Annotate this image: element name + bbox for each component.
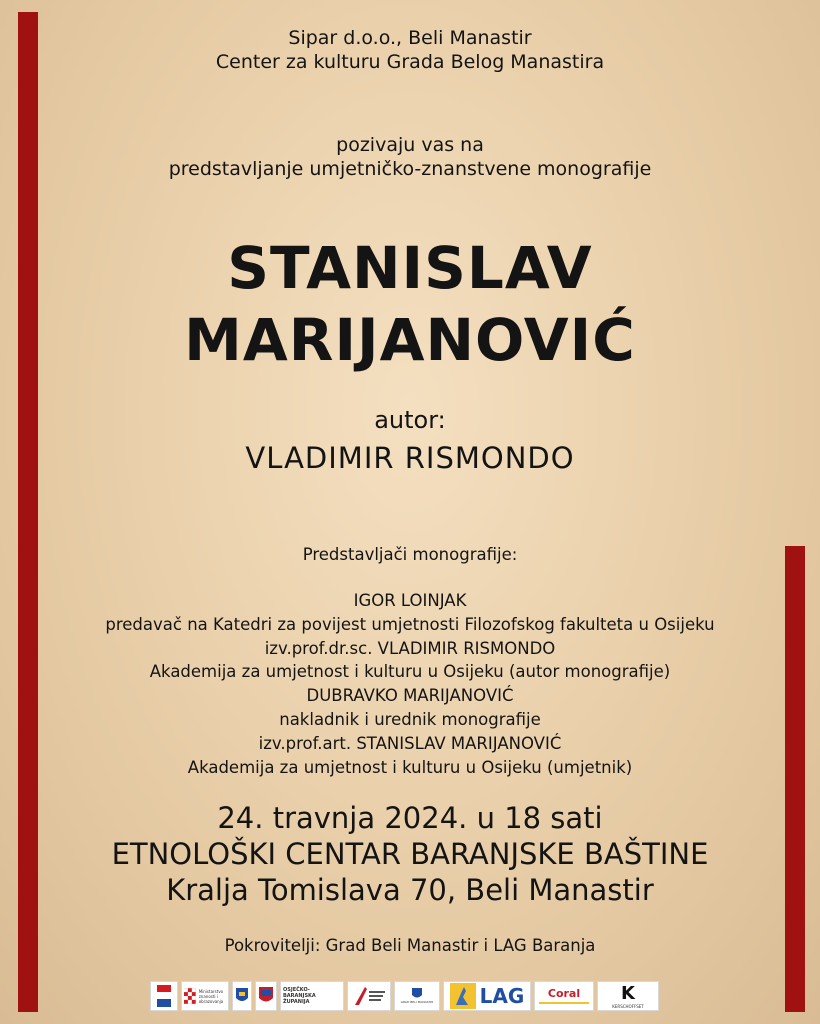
presenter-line: DUBRAVKO MARIJANOVIĆ xyxy=(306,686,514,706)
presenter-line: nakladnik i urednik monografije xyxy=(279,709,541,729)
logo-underline-icon xyxy=(539,1000,589,1006)
coat-of-arms-logo xyxy=(150,981,178,1011)
arrow-mark-icon xyxy=(351,985,387,1007)
presenter-line: izv.prof.art. STANISLAV MARIJANOVIĆ xyxy=(258,733,562,753)
shield-icon xyxy=(236,988,248,1004)
invitation xyxy=(0,133,820,181)
invitation-line: predstavljanje umjetničko-znanstvene monografije xyxy=(168,158,652,180)
lag-logo-text: LAG xyxy=(479,984,525,1008)
presenter-line: Akademija za umjetnost i kulturu u Osijeku (autor monografije) xyxy=(149,662,671,682)
artist-first-name: STANISLAV xyxy=(227,234,593,302)
event-venue: ETNOLOŠKI CENTAR BARANJSKE BAŠTINE xyxy=(111,837,709,871)
flag-stripes-icon xyxy=(157,985,171,1007)
organizer-line: Sipar d.o.o., Beli Manastir xyxy=(288,27,532,49)
coral-logo xyxy=(534,981,594,1011)
presenters-list xyxy=(0,589,820,779)
k-mark-icon: K xyxy=(621,983,635,1004)
organizer-line: Center za kulturu Grada Belog Manastira xyxy=(215,51,605,73)
logo-strip xyxy=(150,980,659,1012)
ministry-logo-text: Ministarstvo znanosti i obrazovanja xyxy=(198,988,224,1004)
city-crest-icon xyxy=(412,988,422,1000)
lag-logo xyxy=(443,981,531,1011)
invitation-line: pozivaju vas na xyxy=(336,134,484,156)
county-crest xyxy=(255,981,277,1011)
author-name: VLADIMIR RISMONDO xyxy=(245,441,575,475)
event-address: Kralja Tomislava 70, Beli Manastir xyxy=(166,873,654,907)
croatian-shield-icon xyxy=(184,988,196,1004)
county-shield-icon xyxy=(259,987,273,1005)
author-label: autor: xyxy=(374,406,446,434)
city-logo-text: GRAD BELI MANASTIR xyxy=(400,1000,434,1004)
sponsors: Pokrovitelji: Grad Beli Manastir i LAG Baranja xyxy=(224,936,596,955)
presenters-title: Predstavljači monografije: xyxy=(302,545,518,564)
event-details xyxy=(0,800,820,908)
event-date: 24. travnja 2024. u 18 sati xyxy=(217,801,603,835)
city-logo xyxy=(394,981,440,1011)
heron-icon xyxy=(450,983,476,1009)
presenter-line: izv.prof.dr.sc. VLADIMIR RISMONDO xyxy=(264,638,556,658)
presenter-line: predavač na Katedri za povijest umjetnosti Filozofskog fakulteta u Osijeku xyxy=(105,614,715,634)
partner-logo xyxy=(347,981,391,1011)
presenter-line: Akademija za umjetnost i kulturu u Osijeku (umjetnik) xyxy=(187,757,633,777)
organizers xyxy=(0,26,820,74)
presenter-line: IGOR LOINJAK xyxy=(353,591,467,610)
ministry-logo xyxy=(181,981,229,1011)
artist-last-name: MARIJANOVIĆ xyxy=(184,306,636,374)
kerschoffset-logo-text: KERSCHOFFSET xyxy=(612,1004,644,1009)
artist-name xyxy=(0,232,820,376)
kerschoffset-logo xyxy=(597,981,659,1011)
coral-logo-text: Coral xyxy=(547,986,581,1000)
municipality-logo xyxy=(232,981,252,1011)
county-logo: OSJEČKO-BARANJSKA ŽUPANIJA xyxy=(280,981,344,1011)
